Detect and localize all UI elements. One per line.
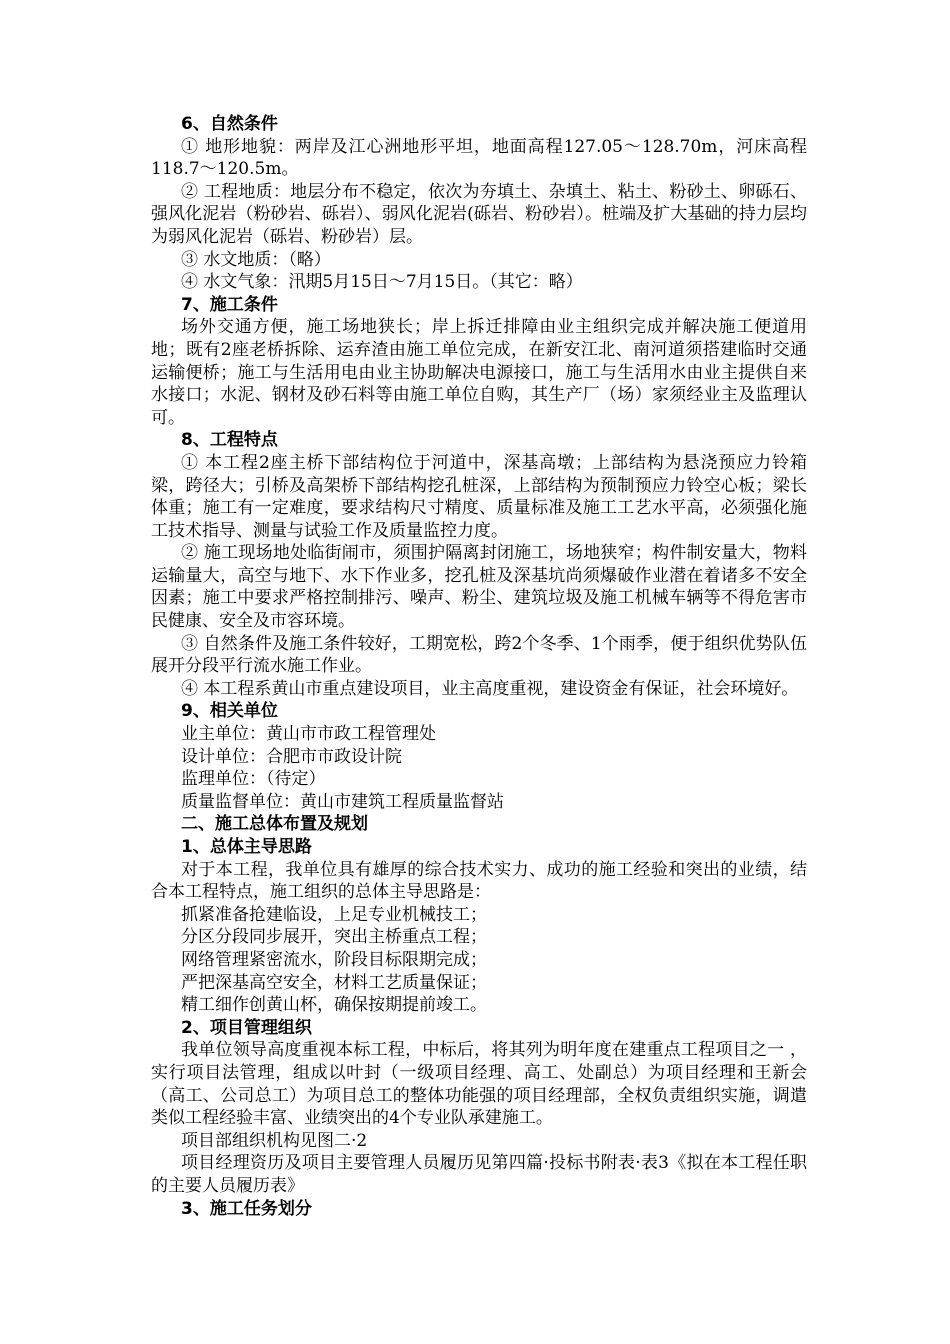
section-heading: 6、自然条件 [181,114,278,134]
paragraph: ① 本工程2座主桥下部结构位于河道中，深基高墩；上部结构为悬浇预应力铃箱梁，跨径大；引桥及高架桥下部结构挖孔桩深，上部结构为预制预应力铃空心板；梁长体重；施工有一定难度，要求结构尺寸精度、质量标准及施工工艺水平高，必须强化施工技术指导、测量与试验工作及质量监控力度。 [151,452,807,541]
list-line: 抓紧准备抢建临设，上足专业机械技工； [181,904,487,925]
list-line: 网络管理紧密流水，阶段目标限期完成； [181,949,487,970]
paragraph: ② 施工现场地处临街闹市，须围护隔离封闭施工，场地狭窄；构件制安量大，物料运输量大，高空与地下、水下作业多，挖孔桩及深基坑尚须爆破作业潜在着诸多不安全因素；施工中要求严格控制排污、噪声、粉尘、建筑垃圾及施工机械车辆等不得危害市民健康、安全及市容环境。 [151,543,807,632]
list-line: 分区分段同步展开，突出主桥重点工程； [181,927,487,948]
paragraph: 对于本工程，我单位具有雄厚的综合技术实力、成功的施工经验和突出的业绩，结合本工程特点，施工组织的总体主导思路是： [151,859,807,903]
list-line: 精工细作创黄山杯，确保按期提前竣工。 [181,995,487,1016]
paragraph: ③ 自然条件及施工条件较好，工期宽松，跨2个冬季、1个雨季，便于组织优势队伍展开分段平行流水施工作业。 [151,633,807,677]
paragraph: ④ 本工程系黄山市重点建设项目，业主高度重视，建设资金有保证，社会环境好。 [181,678,799,699]
section-heading: 9、相关单位 [181,701,278,722]
list-line: 质量监督单位：黄山市建筑工程质量监督站 [181,791,504,812]
paragraph: 项目经理资历及项目主要管理人员履历见第四篇·投标书附表·表3《拟在本工程任职的主要人员履历表》 [151,1153,807,1196]
section-heading: 1、总体主导思路 [181,837,312,857]
list-line: 严把深基高空安全，材料工艺质量保证； [181,972,487,993]
list-line: 设计单位：合肥市市政设计院 [181,746,402,767]
section-heading: 7、施工条件 [181,294,278,315]
section-heading: 8、工程特点 [181,430,278,451]
document-page [151,113,807,1220]
list-line: 监理单位：（待定） [181,769,326,790]
paragraph: ① 地形地貌：两岸及江心洲地形平坦，地面高程127.05～128.70m，河床高程118.7～120.5m。 [151,136,807,180]
paragraph: ③ 水文地质：（略） [181,249,331,270]
paragraph: ② 工程地质：地层分布不稳定，依次为夯填土、杂填土、粘土、粉砂土、卵砾石、强风化泥岩（粉砂岩、砾岩）、弱风化泥岩(砾岩、粉砂岩）。桩端及扩大基础的持力层均为弱风化泥岩（砾岩、粉砂岩）层。 [151,181,807,247]
section-heading: 2、项目管理组织 [181,1017,312,1038]
paragraph: ④ 水文气象：汛期5月15日～7月15日。（其它：略） [181,272,583,293]
paragraph: 项目部组织机构见图二·2 [181,1130,368,1151]
part-heading: 二、施工总体布置及规划 [181,814,368,835]
paragraph: 场外交通方便，施工场地狭长；岸上拆迁排障由业主组织完成并解决施工便道用地；既有2座老桥拆除、运弃渣由施工单位完成，在新安江北、南河道须搭建临时交通运输便桥；施工与生活用电由业主协助解决电源接口，施工与生活用水由业主提供自来水接口；水泥、钢材及砂石料等由施工单位自购，其生产厂（场）家须经业主及监理认可。 [151,317,807,428]
list-line: 业主单位：黄山市市政工程管理处 [181,724,436,745]
paragraph: 我单位领导高度重视本标工程，中标后，将其列为明年度在建重点工程项目之一 ，实行项目法管理，组成以叶封（一级项目经理、高工、处副总）为项目经理和王新会（高工、公司总工）为项目总工的整体功能强的项目经理部，全权负责组织实施，调遣类似工程经验丰富、业绩突出的4个专业队承建施工。 [151,1040,807,1129]
section-heading: 3、施工任务划分 [181,1198,312,1219]
